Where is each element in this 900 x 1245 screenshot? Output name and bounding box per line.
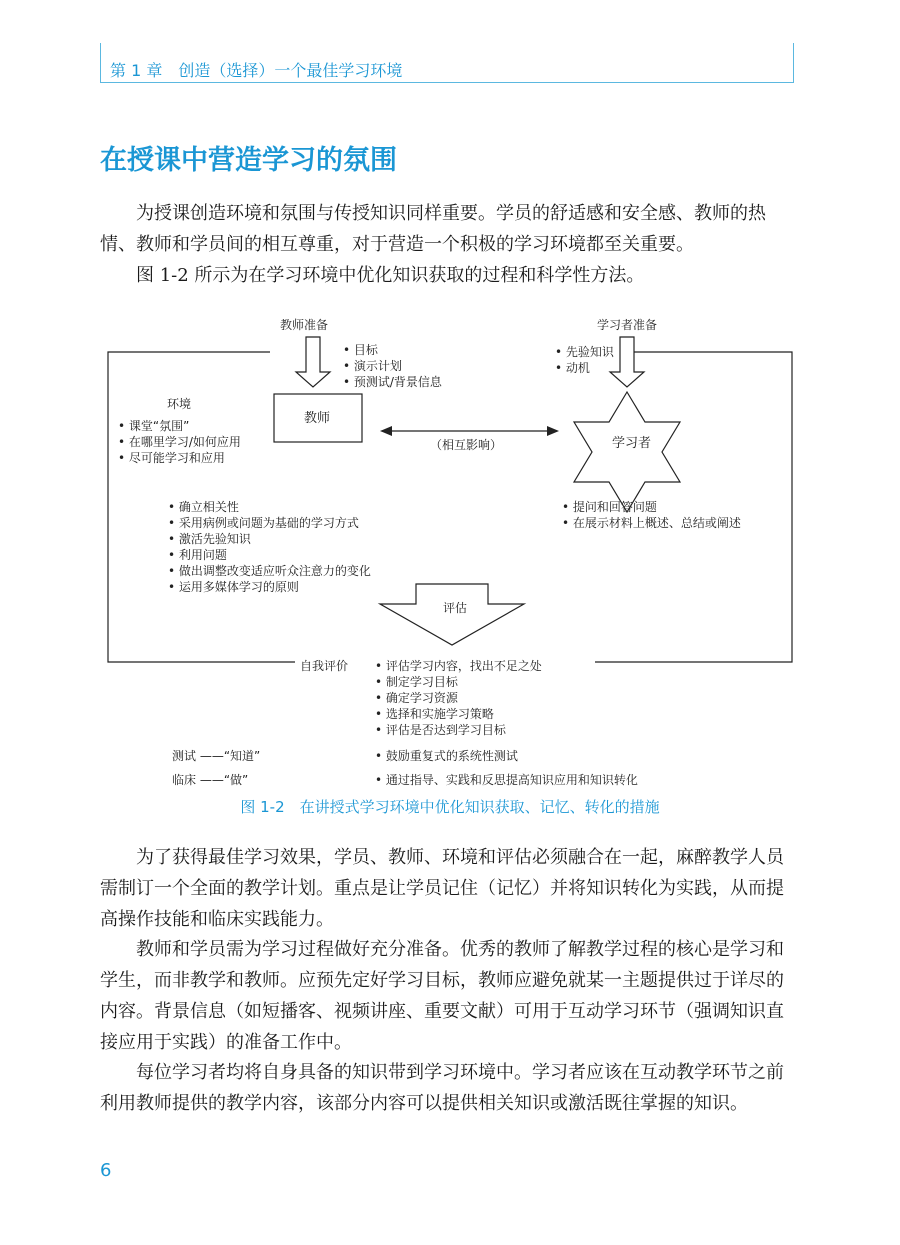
list-item: • 制定学习目标	[375, 675, 458, 689]
paragraph: 为授课创造环境和氛围与传授知识同样重要。学员的舒适感和安全感、教师的热情、教师和学员间的相互尊重，对于营造一个积极的学习环境都至关重要。	[100, 203, 766, 255]
environment-label: 环境	[167, 397, 192, 411]
list-item: • 确立相关性	[168, 500, 239, 514]
list-item: • 评估学习内容，找出不足之处	[375, 659, 542, 673]
interaction-arrowhead-right	[547, 426, 559, 436]
paragraph: 教师和学员需为学习过程做好充分准备。优秀的教师了解教学过程的核心是学习和学生，而非教学和教师。应预先定好学习目标，教师应避免就某一主题提供过于详尽的内容。背景信息（如短播客、视频讲座、重要文献）可用于互动学习环节（强调知识直接应用于实践）的准备工作中。	[100, 939, 784, 1053]
list-item: • 运用多媒体学习的原则	[168, 580, 299, 594]
list-item: • 确定学习资源	[375, 691, 458, 705]
list-item: • 利用问题	[168, 548, 227, 562]
test-item: • 鼓励重复式的系统性测试	[375, 749, 518, 763]
figure-caption: 图 1-2 在讲授式学习环境中优化知识获取、记忆、转化的措施	[240, 798, 660, 816]
teacher-prep-arrow	[296, 337, 330, 387]
teacher-methods-list	[168, 499, 371, 595]
page-number: 6	[100, 1160, 112, 1181]
clinical-item: • 通过指导、实践和反思提高知识应用和知识转化	[375, 773, 638, 787]
list-item: • 预测试/背景信息	[343, 375, 442, 389]
list-item: • 动机	[555, 361, 590, 375]
list-item: • 先验知识	[555, 345, 614, 359]
learner-star	[574, 392, 680, 512]
list-item: • 提问和回答问题	[562, 500, 657, 514]
learner-prep-label: 学习者准备	[597, 318, 658, 332]
paragraph: 图 1-2 所示为在学习环境中优化知识获取的过程和科学性方法。	[136, 265, 645, 286]
figure-diagram	[100, 300, 800, 800]
interaction-arrowhead-left	[380, 426, 392, 436]
list-item: • 采用病例或问题为基础的学习方式	[168, 516, 359, 530]
clinical-label: 临床 ——“做”	[172, 773, 249, 787]
teacher-prep-list	[343, 342, 442, 390]
self-eval-list	[375, 658, 542, 738]
list-item: • 尽可能学习和应用	[118, 451, 225, 465]
paragraph: 为了获得最佳学习效果，学员、教师、环境和评估必须融合在一起，麻醉教学人员需制订一个全面的教学计划。重点是让学员记住（记忆）并将知识转化为实践，从而提高操作技能和临床实践能力。	[100, 847, 784, 930]
list-item: • 演示计划	[343, 359, 402, 373]
learner-actions-list	[562, 499, 741, 531]
chapter-title: 第 1 章 创造（选择）一个最佳学习环境	[110, 61, 403, 80]
paragraph: 每位学习者均将自身具备的知识带到学习环境中。学习者应该在互动教学环节之前利用教师提供的教学内容，该部分内容可以提供相关知识或激活既往掌握的知识。	[100, 1062, 784, 1114]
self-eval-label: 自我评价	[300, 659, 349, 673]
test-label: 测试 ——“知道”	[172, 749, 261, 763]
learner-prep-arrow	[610, 337, 644, 387]
learner-label: 学习者	[612, 436, 652, 451]
section-title: 在授课中营造学习的氛围	[100, 145, 397, 176]
teacher-label: 教师	[304, 411, 331, 426]
list-item: • 在展示材料上概述、总结或阐述	[562, 516, 741, 530]
teacher-prep-label: 教师准备	[280, 318, 329, 332]
evaluation-label: 评估	[443, 601, 468, 615]
list-item: • 评估是否达到学习目标	[375, 723, 506, 737]
environment-list	[118, 418, 241, 466]
list-item: • 在哪里学习/如何应用	[118, 435, 241, 449]
list-item: • 课堂“氛围”	[118, 419, 190, 433]
list-item: • 做出调整改变适应听众注意力的变化	[168, 564, 371, 578]
learner-prep-list	[555, 344, 614, 376]
list-item: • 激活先验知识	[168, 532, 251, 546]
list-item: • 目标	[343, 343, 378, 357]
interaction-label: （相互影响）	[430, 438, 503, 452]
list-item: • 选择和实施学习策略	[375, 707, 494, 721]
